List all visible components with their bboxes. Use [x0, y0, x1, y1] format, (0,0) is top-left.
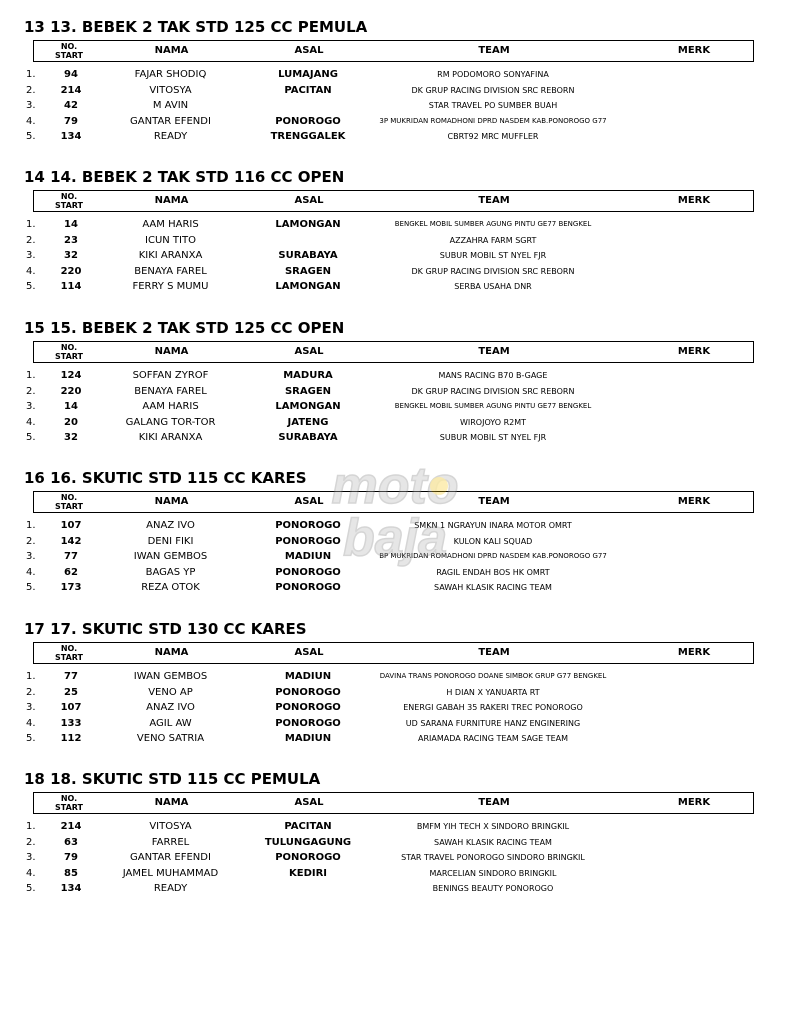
rider-team: RAGIL ENDAH BOS HK OMRT: [436, 567, 550, 577]
header-asal: ASAL: [294, 797, 324, 808]
header-asal: ASAL: [294, 195, 324, 206]
rider-name: AAM HARIS: [142, 219, 199, 230]
rider-name: DENI FIKI: [147, 535, 194, 547]
rider-name: GALANG TOR-TOR: [125, 416, 216, 428]
rider-name: AAM HARIS: [142, 401, 199, 412]
section-title: 15 15. BEBEK 2 TAK STD 125 CC OPEN: [24, 319, 345, 337]
table-row: [0, 518, 791, 534]
rider-name: GANTAR EFENDI: [130, 115, 211, 127]
table-row: [0, 384, 791, 400]
rider-team: SERBA USAHA DNR: [454, 282, 532, 291]
table-row: [0, 248, 791, 264]
header-team: TEAM: [478, 496, 510, 507]
start-number: 220: [60, 265, 82, 277]
rider-origin: TULUNGAGUNG: [264, 836, 352, 848]
rider-origin: PACITAN: [284, 821, 332, 832]
start-number: 124: [60, 370, 82, 381]
rider-name: M AVIN: [152, 100, 189, 111]
rider-team: BENGKEL MOBIL SUMBER AGUNG PINTU GE77 BENGKEL: [394, 402, 592, 410]
table-body: [0, 669, 791, 747]
rider-team: SUBUR MOBIL ST NYEL FJR: [439, 251, 547, 260]
rider-origin: MADURA: [283, 370, 333, 381]
table-header: [33, 642, 754, 664]
table-row: [0, 866, 791, 882]
start-number: 107: [60, 520, 82, 531]
rider-origin: PONOROGO: [275, 702, 341, 713]
table-row: [0, 534, 791, 550]
rider-team: ENERGI GABAH 35 RAKERI TREC PONOROGO: [403, 703, 583, 712]
rider-origin: PONOROGO: [275, 535, 341, 547]
header-nama: NAMA: [154, 195, 189, 206]
header-merk: MERK: [677, 45, 711, 56]
table-row: [0, 850, 791, 866]
header-merk: MERK: [677, 797, 711, 808]
rider-origin: PACITAN: [284, 84, 332, 96]
start-number: 79: [64, 115, 78, 127]
table-row: [0, 565, 791, 581]
rider-origin: SRAGEN: [284, 385, 332, 397]
position: 3.: [26, 852, 36, 863]
rider-origin: SURABAYA: [278, 250, 338, 261]
rider-origin: MADIUN: [284, 551, 332, 562]
header-team: TEAM: [478, 346, 510, 357]
rider-name: BENAYA FAREL: [134, 265, 207, 277]
rider-name: SOFFAN ZYROF: [132, 370, 209, 381]
position: 3.: [26, 401, 36, 412]
rider-origin: KEDIRI: [288, 867, 328, 879]
rider-team: DK GRUP RACING DIVISION SRC REBORN: [411, 266, 575, 276]
header-team: TEAM: [478, 45, 510, 56]
table-header: [33, 792, 754, 814]
rider-team: STAR TRAVEL PO SUMBER BUAH: [428, 101, 558, 110]
rider-origin: SURABAYA: [278, 432, 338, 443]
start-number: 107: [60, 702, 82, 713]
start-number: 23: [64, 234, 78, 246]
start-number: 112: [60, 733, 82, 744]
start-number: 214: [60, 821, 82, 832]
table-row: [0, 399, 791, 415]
rider-name: IWAN GEMBOS: [133, 671, 208, 682]
header-team: TEAM: [478, 195, 510, 206]
rider-team: DAVINA TRANS PONOROGO DOANE SIMBOK GRUP G77 BENGKEL: [379, 672, 607, 680]
start-number: 220: [60, 385, 82, 397]
table-row: [0, 368, 791, 384]
rider-origin: PONOROGO: [275, 582, 341, 593]
start-number: 62: [64, 566, 78, 578]
position: 5.: [26, 432, 36, 443]
table-row: [0, 279, 791, 295]
start-number: 63: [64, 836, 78, 848]
table-row: [0, 819, 791, 835]
start-number: 14: [64, 401, 78, 412]
position: 2.: [26, 84, 36, 96]
rider-origin: PONOROGO: [275, 566, 341, 578]
start-number: 79: [64, 852, 78, 863]
header-no-start: NO. START: [54, 192, 84, 210]
rider-name: VENO AP: [148, 686, 193, 698]
table-header: [33, 40, 754, 62]
table-row: [0, 233, 791, 249]
position: 3.: [26, 100, 36, 111]
rider-team: WIROJOYO R2MT: [459, 417, 527, 427]
header-merk: MERK: [677, 346, 711, 357]
table-row: [0, 415, 791, 431]
start-number: 20: [64, 416, 78, 428]
header-merk: MERK: [677, 496, 711, 507]
header-asal: ASAL: [294, 45, 324, 56]
table-row: [0, 549, 791, 565]
rider-name: KIKI ARANXA: [138, 250, 203, 261]
rider-name: BAGAS YP: [145, 566, 196, 578]
rider-origin: PONOROGO: [275, 852, 341, 863]
table-row: [0, 264, 791, 280]
section-title: 14 14. BEBEK 2 TAK STD 116 CC OPEN: [24, 168, 345, 186]
rider-name: KIKI ARANXA: [138, 432, 203, 443]
rider-origin: LAMONGAN: [275, 401, 341, 412]
table-header: [33, 491, 754, 513]
rider-team: KULON KALI SQUAD: [453, 536, 533, 546]
position: 2.: [26, 385, 36, 397]
position: 2.: [26, 686, 36, 698]
rider-origin: MADIUN: [284, 671, 332, 682]
rider-origin: PONOROGO: [275, 717, 341, 729]
table-row: [0, 580, 791, 596]
rider-name: FAJAR SHODIQ: [134, 69, 207, 80]
rider-origin: LUMAJANG: [278, 69, 338, 80]
table-row: [0, 430, 791, 446]
rider-team: ARIAMADA RACING TEAM SAGE TEAM: [417, 734, 569, 743]
rider-name: IWAN GEMBOS: [133, 551, 208, 562]
rider-name: READY: [153, 131, 188, 142]
rider-team: 3P MUKRIDAN ROMADHONI DPRD NASDEM KAB.PONOROGO G77: [379, 116, 607, 125]
rider-team: DK GRUP RACING DIVISION SRC REBORN: [411, 85, 575, 95]
rider-name: FERRY S MUMU: [132, 281, 209, 292]
start-number: 114: [60, 281, 82, 292]
start-number: 173: [60, 582, 82, 593]
table-row: [0, 217, 791, 233]
header-nama: NAMA: [154, 45, 189, 56]
start-number: 94: [64, 69, 78, 80]
start-number: 42: [64, 100, 78, 111]
start-number: 25: [64, 686, 78, 698]
table-header: [33, 190, 754, 212]
position: 4.: [26, 867, 36, 879]
rider-name: VITOSYA: [149, 821, 192, 832]
rider-origin: LAMONGAN: [275, 281, 341, 292]
table-row: [0, 129, 791, 145]
position: 4.: [26, 717, 36, 729]
position: 1.: [26, 69, 36, 80]
table-row: [0, 114, 791, 130]
rider-origin: LAMONGAN: [275, 219, 341, 230]
header-asal: ASAL: [294, 647, 324, 658]
position: 1.: [26, 520, 36, 531]
table-row: [0, 83, 791, 99]
rider-name: BENAYA FAREL: [134, 385, 207, 397]
position: 1.: [26, 370, 36, 381]
header-no-start: NO. START: [54, 644, 84, 662]
position: 1.: [26, 219, 36, 230]
rider-name: ANAZ IVO: [146, 702, 195, 713]
rider-team: H DIAN X YANUARTA RT: [446, 687, 540, 697]
rider-origin: PONOROGO: [275, 115, 341, 127]
rider-team: SAWAH KLASIK RACING TEAM: [434, 583, 552, 592]
watermark-line2: baja: [342, 509, 448, 567]
rider-origin: TRENGGALEK: [270, 131, 346, 142]
position: 5.: [26, 131, 36, 142]
table-body: [0, 368, 791, 446]
table-body: [0, 217, 791, 295]
rider-name: READY: [153, 883, 188, 894]
start-number: 32: [64, 250, 78, 261]
rider-team: MANS RACING B70 B-GAGE: [438, 371, 548, 380]
rider-name: REZA OTOK: [141, 582, 200, 593]
start-number: 14: [64, 219, 78, 230]
position: 5.: [26, 582, 36, 593]
watermark-line1: moto: [331, 457, 459, 515]
rider-name: VITOSYA: [149, 84, 192, 96]
header-team: TEAM: [478, 647, 510, 658]
start-number: 133: [60, 717, 82, 729]
rider-name: GANTAR EFENDI: [130, 852, 211, 863]
start-number: 77: [64, 551, 78, 562]
header-no-start: NO. START: [54, 42, 84, 60]
table-row: [0, 669, 791, 685]
rider-team: BENINGS BEAUTY PONOROGO: [432, 884, 554, 893]
header-nama: NAMA: [154, 647, 189, 658]
table-body: [0, 819, 791, 897]
start-number: 142: [60, 535, 82, 547]
header-merk: MERK: [677, 195, 711, 206]
table-row: [0, 700, 791, 716]
start-number: 32: [64, 432, 78, 443]
rider-team: SAWAH KLASIK RACING TEAM: [434, 837, 552, 847]
position: 4.: [26, 115, 36, 127]
position: 5.: [26, 883, 36, 894]
rider-team: UD SARANA FURNITURE HANZ ENGINERING: [405, 718, 581, 728]
header-merk: MERK: [677, 647, 711, 658]
header-team: TEAM: [478, 797, 510, 808]
position: 4.: [26, 416, 36, 428]
rider-name: AGIL AW: [149, 717, 192, 729]
header-nama: NAMA: [154, 496, 189, 507]
table-body: [0, 67, 791, 145]
rider-name: FARREL: [151, 836, 190, 848]
header-asal: ASAL: [294, 346, 324, 357]
position: 2.: [26, 535, 36, 547]
table-row: [0, 881, 791, 897]
position: 1.: [26, 671, 36, 682]
table-row: [0, 731, 791, 747]
position: 3.: [26, 250, 36, 261]
rider-origin: PONOROGO: [275, 520, 341, 531]
start-number: 85: [64, 867, 78, 879]
section-title: 17 17. SKUTIC STD 130 CC KARES: [24, 620, 307, 638]
rider-name: JAMEL MUHAMMAD: [122, 867, 219, 879]
position: 2.: [26, 836, 36, 848]
header-nama: NAMA: [154, 346, 189, 357]
start-number: 134: [60, 131, 82, 142]
rider-name: ICUN TITO: [145, 234, 196, 246]
position: 5.: [26, 281, 36, 292]
rider-origin: MADIUN: [284, 733, 332, 744]
rider-name: ANAZ IVO: [146, 520, 195, 531]
table-header: [33, 341, 754, 363]
position: 2.: [26, 234, 36, 246]
section-title: 18 18. SKUTIC STD 115 CC PEMULA: [24, 770, 321, 788]
start-number: 214: [60, 84, 82, 96]
rider-team: CBRT92 MRC MUFFLER: [447, 132, 539, 141]
start-number: 77: [64, 671, 78, 682]
section-title: 13 13. BEBEK 2 TAK STD 125 CC PEMULA: [24, 18, 368, 36]
rider-team: BENGKEL MOBIL SUMBER AGUNG PINTU GE77 BENGKEL: [394, 220, 592, 228]
header-no-start: NO. START: [54, 343, 84, 361]
table-row: [0, 835, 791, 851]
table-row: [0, 98, 791, 114]
position: 3.: [26, 702, 36, 713]
rider-team: STAR TRAVEL PONOROGO SINDORO BRINGKIL: [401, 853, 585, 862]
position: 3.: [26, 551, 36, 562]
rider-origin: SRAGEN: [284, 265, 332, 277]
rider-origin: PONOROGO: [275, 686, 341, 698]
rider-team: RM PODOMORO SONYAFINA: [437, 70, 549, 79]
rider-team: BMFM YIH TECH X SINDORO BRINGKIL: [416, 822, 570, 831]
section-title: 16 16. SKUTIC STD 115 CC KARES: [24, 469, 307, 487]
rider-team: SMKN 1 NGRAYUN INARA MOTOR OMRT: [414, 521, 572, 530]
rider-origin: JATENG: [287, 416, 329, 428]
header-asal: ASAL: [294, 496, 324, 507]
rider-team: DK GRUP RACING DIVISION SRC REBORN: [411, 386, 575, 396]
header-no-start: NO. START: [54, 493, 84, 511]
table-row: [0, 685, 791, 701]
table-row: [0, 67, 791, 83]
rider-team: AZZAHRA FARM SGRT: [449, 235, 537, 245]
position: 4.: [26, 566, 36, 578]
rider-team: MARCELIAN SINDORO BRINGKIL: [429, 868, 557, 878]
position: 5.: [26, 733, 36, 744]
position: 1.: [26, 821, 36, 832]
rider-name: VENO SATRIA: [136, 733, 205, 744]
position: 4.: [26, 265, 36, 277]
table-body: [0, 518, 791, 596]
table-row: [0, 716, 791, 732]
rider-team: SUBUR MOBIL ST NYEL FJR: [439, 433, 547, 442]
rider-team: BP MUKRIDAN ROMADHONI DPRD NASDEM KAB.PONOROGO G77: [379, 552, 607, 560]
start-number: 134: [60, 883, 82, 894]
header-nama: NAMA: [154, 797, 189, 808]
header-no-start: NO. START: [54, 794, 84, 812]
